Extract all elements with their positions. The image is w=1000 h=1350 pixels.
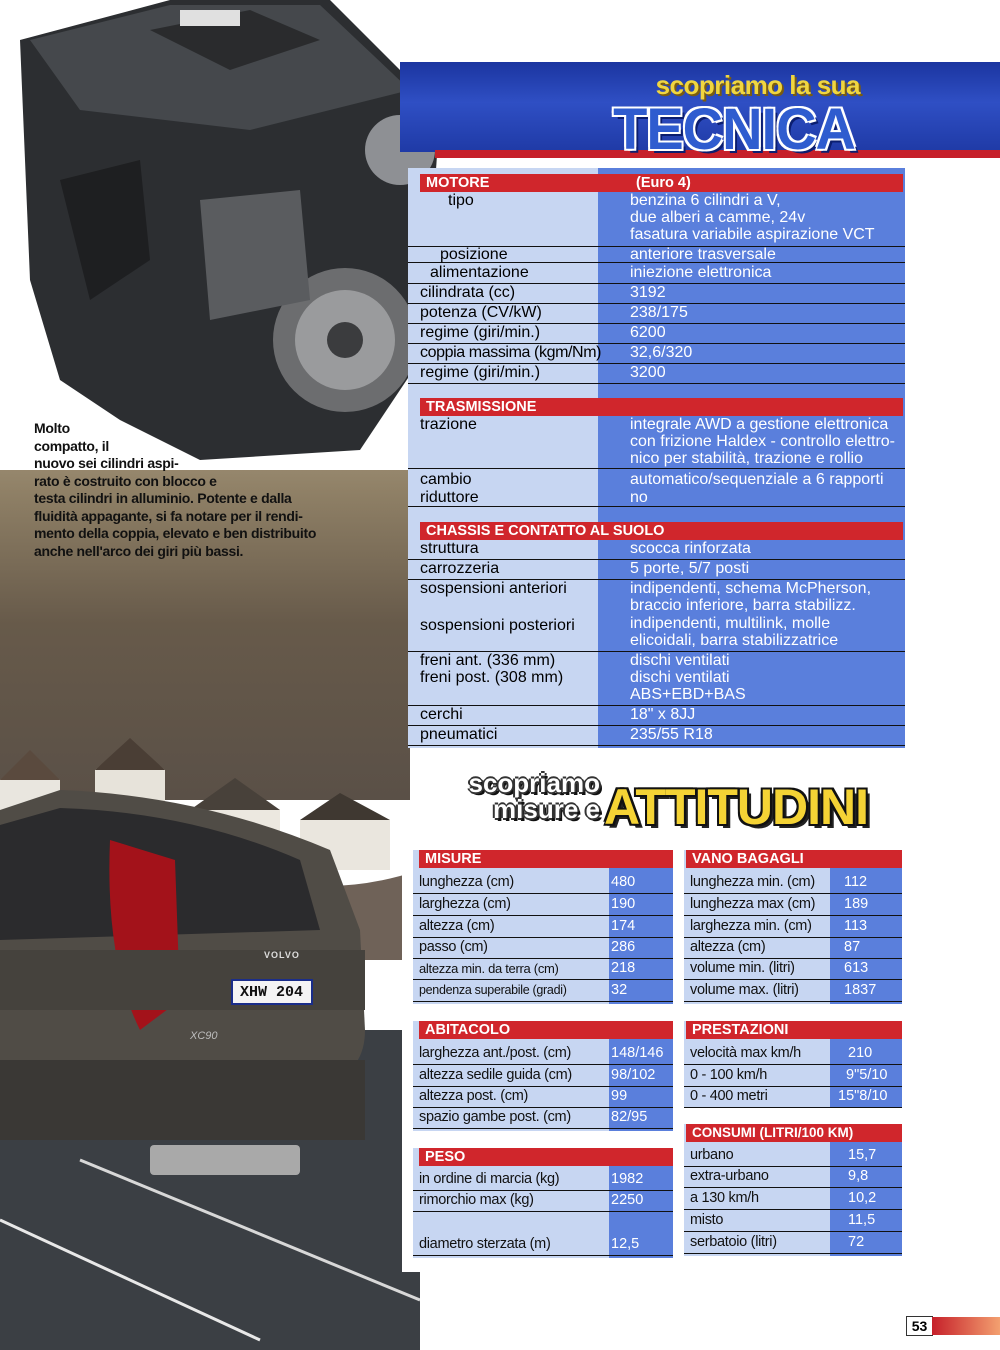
car-model: XC90 (190, 1030, 218, 1042)
section-header-chassis: CHASSIS E CONTATTO AL SUOLO (420, 522, 903, 540)
table-row: passo (cm) 286 (413, 937, 673, 959)
caption-line: mento della coppia, elevato e ben distribuito (34, 525, 317, 541)
table-row: freni ant. (336 mm) dischi ventilati (420, 652, 730, 669)
table-row: coppia massima (kgm/Nm) 32,6/320 (408, 344, 905, 364)
table-row: altezza (cm) 87 (684, 937, 902, 959)
vano-bagagli-table (684, 850, 902, 1004)
tech-table (408, 168, 905, 748)
table-row: 0 - 100 km/h 9"5/10 (684, 1065, 902, 1087)
table-row: lunghezza (cm) 480 (413, 872, 673, 894)
table-row: 0 - 400 metri 15"8/10 (684, 1086, 902, 1108)
table-row: riduttore no (408, 489, 905, 507)
table-row: diametro sterzata (m) 12,5 (413, 1234, 673, 1256)
table-row: regime (giri/min.) 3200 (408, 364, 905, 384)
caption-line: nuovo sei cilindri aspi- (34, 455, 179, 471)
table-row: larghezza ant./post. (cm) 148/146 (413, 1043, 673, 1065)
table-row: altezza post. (cm) 99 (413, 1086, 673, 1108)
table-row: posizione anteriore trasversale (408, 246, 905, 263)
table-row: velocità max km/h 210 (684, 1043, 902, 1065)
section-header-motore: MOTORE (Euro 4) (420, 174, 903, 192)
table-row: rimorchio max (kg) 2250 (413, 1190, 673, 1212)
caption-line: rato è costruito con blocco e (34, 472, 217, 489)
attitudini-title: ATTITUDINI (604, 779, 869, 835)
table-row: serbatoio (litri) 72 (684, 1232, 902, 1254)
table-row: cerchi 18" x 8JJ (408, 706, 905, 726)
table-row: cilindrata (cc) 3192 (408, 284, 905, 304)
caption-line: anche nell'arco dei giri più bassi. (34, 542, 244, 559)
engine-caption (34, 420, 334, 560)
table-row: struttura scocca rinforzata (408, 540, 905, 560)
section-header-trasmissione: TRASMISSIONE (420, 398, 903, 416)
table-row: sospensioni posteriori indipendenti, multilink, molle elicoidali, barra stabilizzatrice (408, 615, 905, 652)
section-header-peso: PESO (419, 1148, 673, 1166)
engine-photo (0, 0, 450, 470)
caption-line: Molto (34, 420, 70, 436)
attitudini-subtitle: scopriamo misure e (468, 768, 600, 824)
table-row: volume max. (litri) 1837 (684, 980, 902, 1002)
table-row: urbano 15,7 (684, 1145, 902, 1167)
table-row: lunghezza max (cm) 189 (684, 894, 902, 916)
caption-line: compatto, il (34, 437, 109, 454)
section-header-vano-bagagli: VANO BAGAGLI (686, 850, 902, 868)
table-row: in ordine di marcia (kg) 1982 (413, 1169, 673, 1191)
table-row: trazione integrale AWD a gestione elettronica con frizione Haldex - controllo elettro- nico per stabilità, trazione e rollio (408, 416, 905, 469)
peso-table (413, 1148, 673, 1258)
consumi-table (684, 1124, 902, 1256)
table-row: volume min. (litri) 613 (684, 958, 902, 980)
caption-line: testa cilindri in alluminio. Potente e dalla (34, 490, 292, 506)
table-row: altezza (cm) 174 (413, 916, 673, 938)
table-row: pendenza superabile (gradi) 32 (413, 980, 673, 1002)
table-row: larghezza (cm) 190 (413, 894, 673, 916)
car-badge: VOLVO (264, 950, 300, 960)
page-number-bar (932, 1317, 1000, 1335)
license-plate: XHW 204 (240, 984, 304, 1001)
table-row: a 130 km/h 10,2 (684, 1188, 902, 1210)
page-number: 53 (906, 1316, 933, 1336)
section-header-prestazioni: PRESTAZIONI (686, 1021, 902, 1039)
table-row: misto 11,5 (684, 1210, 902, 1232)
prestazioni-table (684, 1021, 902, 1107)
section-header-misure: MISURE (419, 850, 673, 868)
table-row: regime (giri/min.) 6200 (408, 324, 905, 344)
table-row: cambio automatico/sequenziale a 6 rapporti (420, 471, 884, 488)
table-row: freni post. (308 mm) dischi ventilati ABS+EBD+BAS (408, 669, 905, 706)
table-row: alimentazione iniezione elettronica (408, 264, 905, 284)
table-row: larghezza min. (cm) 113 (684, 916, 902, 938)
car-photo (0, 700, 420, 1350)
header-subtitle: scopriamo la sua (655, 70, 860, 100)
table-row: extra-urbano 9,8 (684, 1166, 902, 1188)
table-row: sospensioni anteriori indipendenti, schema McPherson, braccio inferiore, barra stabilizz. (420, 580, 872, 614)
table-row: lunghezza min. (cm) 112 (684, 872, 902, 894)
table-row: potenza (CV/kW) 238/175 (408, 304, 905, 324)
table-row: altezza min. da terra (cm) 218 (413, 958, 673, 980)
caption-line: fluidità appagante, si fa notare per il rendi- (34, 507, 303, 524)
table-row: altezza sedile guida (cm) 98/102 (413, 1065, 673, 1087)
section-header-abitacolo: ABITACOLO (419, 1021, 673, 1039)
table-row: carrozzeria 5 porte, 5/7 posti (408, 560, 905, 580)
abitacolo-table (413, 1021, 673, 1131)
table-row: pneumatici 235/55 R18 (408, 726, 905, 746)
header-title: TECNICA (613, 95, 855, 162)
misure-table (413, 850, 673, 1004)
table-row: tipo benzina 6 cilindri a V, due alberi a camme, 24v fasatura variabile aspirazione VCT (408, 192, 905, 247)
section-header-consumi: CONSUMI (LITRI/100 KM) (686, 1124, 902, 1142)
table-row: spazio gambe post. (cm) 82/95 (413, 1107, 673, 1129)
